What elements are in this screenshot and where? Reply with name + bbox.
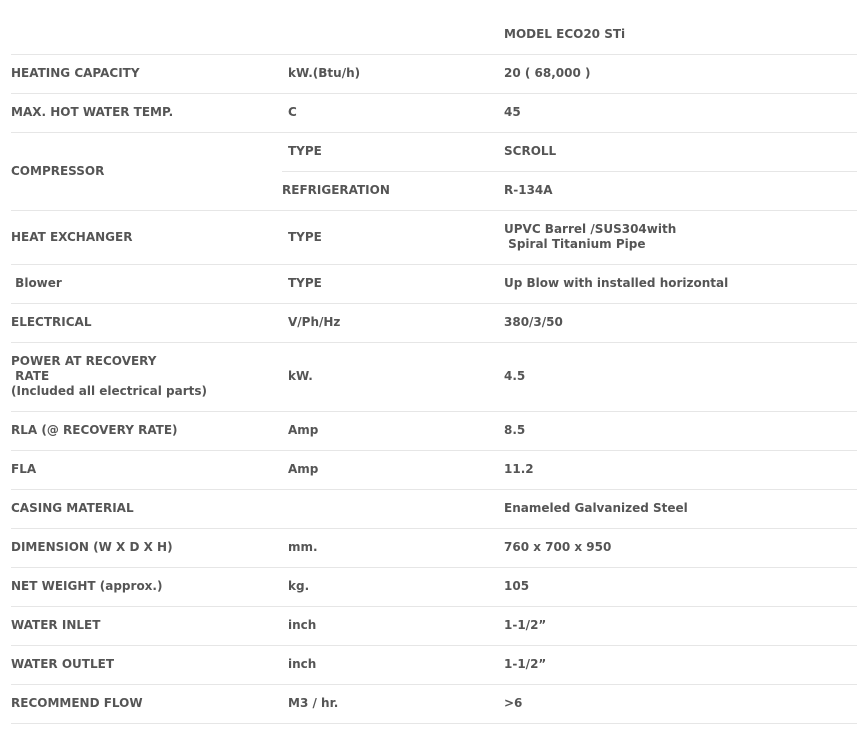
spec-unit: Amp xyxy=(282,450,504,489)
header-row xyxy=(11,15,857,54)
table-row xyxy=(11,93,857,132)
spec-table xyxy=(11,15,857,724)
spec-value: 105 xyxy=(504,567,857,606)
spec-value: 11.2 xyxy=(504,450,857,489)
spec-item: WATER INLET xyxy=(11,606,282,645)
spec-unit xyxy=(282,489,504,528)
table-row xyxy=(11,645,857,684)
spec-value: SCROLL xyxy=(504,132,857,171)
spec-unit: C xyxy=(282,93,504,132)
table-row xyxy=(11,303,857,342)
spec-item: NET WEIGHT (approx.) xyxy=(11,567,282,606)
spec-item: MAX. HOT WATER TEMP. xyxy=(11,93,282,132)
spec-unit: mm. xyxy=(282,528,504,567)
table-row xyxy=(11,606,857,645)
spec-value: 1-1/2” xyxy=(504,606,857,645)
spec-value: 1-1/2” xyxy=(504,645,857,684)
spec-unit: TYPE xyxy=(282,132,504,171)
header-unit-cell xyxy=(282,15,504,54)
spec-value: Up Blow with installed horizontal xyxy=(504,264,857,303)
spec-value: 4.5 xyxy=(504,342,857,411)
spec-unit: Amp xyxy=(282,411,504,450)
spec-item: HEATING CAPACITY xyxy=(11,54,282,93)
spec-item: RLA (@ RECOVERY RATE) xyxy=(11,411,282,450)
spec-unit: inch xyxy=(282,606,504,645)
spec-value: 8.5 xyxy=(504,411,857,450)
spec-value: 45 xyxy=(504,93,857,132)
spec-value: Enameled Galvanized Steel xyxy=(504,489,857,528)
table-row xyxy=(11,450,857,489)
table-row xyxy=(11,528,857,567)
spec-unit: V/Ph/Hz xyxy=(282,303,504,342)
table-row xyxy=(11,567,857,606)
table-row xyxy=(11,132,857,171)
model-name: MODEL ECO20 STi xyxy=(504,15,857,54)
spec-unit: REFRIGERATION xyxy=(282,171,504,210)
spec-value: 20 ( 68,000 ) xyxy=(504,54,857,93)
table-row xyxy=(11,210,857,264)
spec-item: WATER OUTLET xyxy=(11,645,282,684)
header-item-cell xyxy=(11,15,282,54)
table-row xyxy=(11,54,857,93)
spec-item: HEAT EXCHANGER xyxy=(11,210,282,264)
table-row xyxy=(11,342,857,411)
spec-unit: kW.(Btu/h) xyxy=(282,54,504,93)
table-row xyxy=(11,684,857,723)
spec-item: RECOMMEND FLOW xyxy=(11,684,282,723)
spec-unit: M3 / hr. xyxy=(282,684,504,723)
spec-item: DIMENSION (W X D X H) xyxy=(11,528,282,567)
spec-item: CASING MATERIAL xyxy=(11,489,282,528)
spec-value: >6 xyxy=(504,684,857,723)
spec-unit: kg. xyxy=(282,567,504,606)
spec-value: 760 x 700 x 950 xyxy=(504,528,857,567)
spec-item: FLA xyxy=(11,450,282,489)
spec-value: R-134A xyxy=(504,171,857,210)
spec-item: Blower xyxy=(11,264,282,303)
table-row xyxy=(11,411,857,450)
spec-item: COMPRESSOR xyxy=(11,132,282,210)
spec-value: UPVC Barrel /SUS304with Spiral Titanium Pipe xyxy=(504,210,857,264)
spec-unit: kW. xyxy=(282,342,504,411)
spec-value: 380/3/50 xyxy=(504,303,857,342)
spec-unit: TYPE xyxy=(282,210,504,264)
spec-unit: TYPE xyxy=(282,264,504,303)
spec-item: ELECTRICAL xyxy=(11,303,282,342)
spec-unit: inch xyxy=(282,645,504,684)
spec-item: POWER AT RECOVERY RATE (Included all electrical parts) xyxy=(11,342,282,411)
table-row xyxy=(11,489,857,528)
table-row xyxy=(11,264,857,303)
